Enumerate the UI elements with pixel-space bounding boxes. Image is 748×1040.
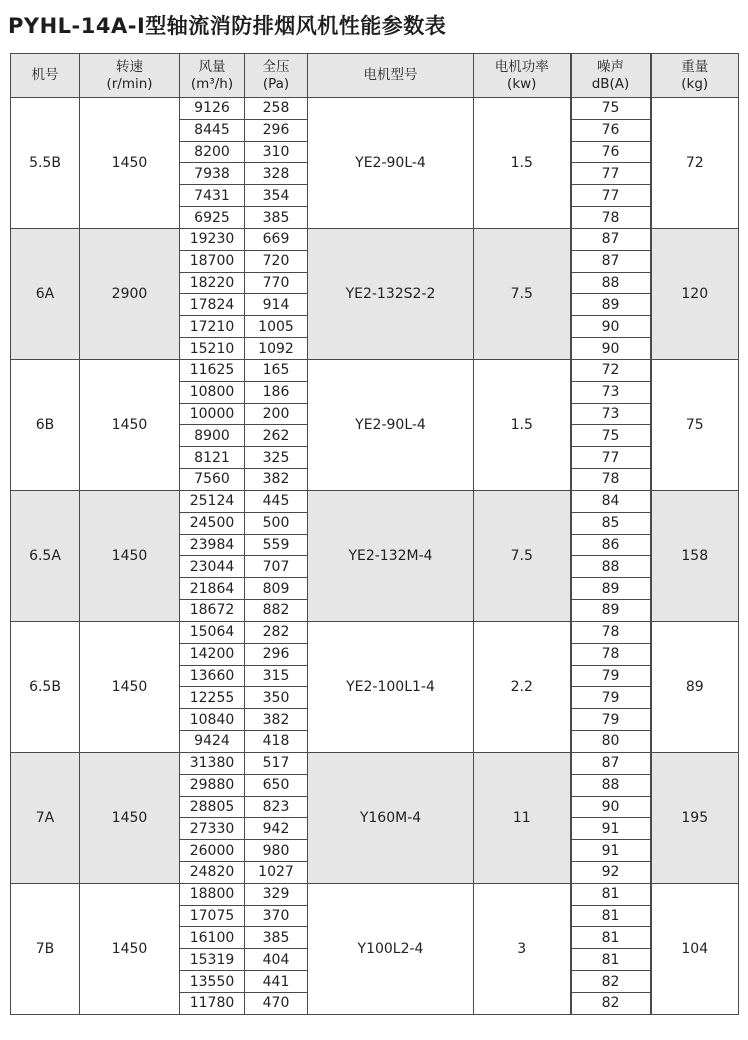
power-cell: 2.2: [474, 621, 571, 752]
weight-cell: 120: [651, 228, 739, 359]
airflow-cell: 24820: [180, 861, 245, 883]
airflow-cell: 7431: [180, 185, 245, 207]
airflow-cell: 10840: [180, 709, 245, 731]
noise-cell: 82: [571, 971, 651, 993]
airflow-cell: 8200: [180, 141, 245, 163]
airflow-cell: 8900: [180, 425, 245, 447]
noise-cell: 79: [571, 687, 651, 709]
airflow-cell: 15210: [180, 338, 245, 360]
airflow-cell: 11780: [180, 992, 245, 1014]
pressure-cell: 809: [245, 578, 308, 600]
airflow-cell: 10800: [180, 381, 245, 403]
noise-cell: 92: [571, 861, 651, 883]
airflow-cell: 23044: [180, 556, 245, 578]
pressure-cell: 441: [245, 971, 308, 993]
noise-cell: 76: [571, 141, 651, 163]
noise-cell: 90: [571, 338, 651, 360]
noise-cell: 84: [571, 490, 651, 512]
pressure-cell: 882: [245, 600, 308, 622]
header-row: [11, 54, 739, 98]
airflow-cell: 12255: [180, 687, 245, 709]
airflow-cell: 18700: [180, 250, 245, 272]
airflow-cell: 9424: [180, 731, 245, 753]
pressure-cell: 200: [245, 403, 308, 425]
noise-cell: 81: [571, 905, 651, 927]
noise-cell: 88: [571, 774, 651, 796]
model-cell: 6B: [11, 359, 80, 490]
noise-cell: 85: [571, 512, 651, 534]
speed-cell: 1450: [80, 621, 180, 752]
pressure-cell: 559: [245, 534, 308, 556]
model-cell: 5.5B: [11, 98, 80, 229]
pressure-cell: 980: [245, 840, 308, 862]
table-row: [11, 98, 739, 120]
speed-cell: 2900: [80, 228, 180, 359]
airflow-cell: 19230: [180, 228, 245, 250]
weight-cell: 195: [651, 752, 739, 883]
pressure-cell: 517: [245, 752, 308, 774]
airflow-cell: 6925: [180, 207, 245, 229]
noise-cell: 78: [571, 207, 651, 229]
pressure-cell: 404: [245, 949, 308, 971]
pressure-cell: 382: [245, 469, 308, 491]
airflow-cell: 17210: [180, 316, 245, 338]
table-body: [11, 98, 739, 1015]
airflow-cell: 25124: [180, 490, 245, 512]
noise-cell: 78: [571, 643, 651, 665]
airflow-cell: 27330: [180, 818, 245, 840]
pressure-cell: 823: [245, 796, 308, 818]
pressure-cell: 470: [245, 992, 308, 1014]
table-row: [11, 490, 739, 512]
noise-cell: 87: [571, 228, 651, 250]
weight-cell: 104: [651, 883, 739, 1014]
pressure-cell: 354: [245, 185, 308, 207]
pressure-cell: 186: [245, 381, 308, 403]
model-cell: 6.5A: [11, 490, 80, 621]
pressure-cell: 385: [245, 927, 308, 949]
pressure-cell: 382: [245, 709, 308, 731]
airflow-cell: 10000: [180, 403, 245, 425]
power-cell: 3: [474, 883, 571, 1014]
table-row: [11, 359, 739, 381]
noise-cell: 77: [571, 163, 651, 185]
noise-cell: 76: [571, 119, 651, 141]
motor-cell: Y100L2-4: [308, 883, 474, 1014]
power-cell: 1.5: [474, 359, 571, 490]
weight-cell: 72: [651, 98, 739, 229]
noise-cell: 86: [571, 534, 651, 556]
table-row: [11, 752, 739, 774]
pressure-cell: 329: [245, 883, 308, 905]
airflow-cell: 11625: [180, 359, 245, 381]
pressure-cell: 770: [245, 272, 308, 294]
header-power: 电机功率 (kw): [474, 54, 571, 98]
model-cell: 7A: [11, 752, 80, 883]
power-cell: 7.5: [474, 228, 571, 359]
noise-cell: 82: [571, 992, 651, 1014]
noise-cell: 75: [571, 98, 651, 120]
noise-cell: 91: [571, 818, 651, 840]
noise-cell: 78: [571, 469, 651, 491]
model-cell: 6.5B: [11, 621, 80, 752]
airflow-cell: 28805: [180, 796, 245, 818]
pressure-cell: 1092: [245, 338, 308, 360]
airflow-cell: 29880: [180, 774, 245, 796]
airflow-cell: 21864: [180, 578, 245, 600]
weight-cell: 158: [651, 490, 739, 621]
pressure-cell: 669: [245, 228, 308, 250]
noise-cell: 75: [571, 425, 651, 447]
noise-cell: 81: [571, 927, 651, 949]
pressure-cell: 296: [245, 643, 308, 665]
header-weight: 重量 (kg): [651, 54, 739, 98]
pressure-cell: 707: [245, 556, 308, 578]
pressure-cell: 650: [245, 774, 308, 796]
noise-cell: 77: [571, 447, 651, 469]
power-cell: 1.5: [474, 98, 571, 229]
header-noise: 噪声 dB(A): [571, 54, 651, 98]
speed-cell: 1450: [80, 883, 180, 1014]
model-cell: 7B: [11, 883, 80, 1014]
power-cell: 11: [474, 752, 571, 883]
pressure-cell: 445: [245, 490, 308, 512]
pressure-cell: 282: [245, 621, 308, 643]
pressure-cell: 1005: [245, 316, 308, 338]
noise-cell: 89: [571, 294, 651, 316]
airflow-cell: 7938: [180, 163, 245, 185]
pressure-cell: 500: [245, 512, 308, 534]
noise-cell: 81: [571, 883, 651, 905]
airflow-cell: 18672: [180, 600, 245, 622]
header-airflow: 风量 (m³/h): [180, 54, 245, 98]
noise-cell: 81: [571, 949, 651, 971]
noise-cell: 78: [571, 621, 651, 643]
pressure-cell: 914: [245, 294, 308, 316]
noise-cell: 87: [571, 752, 651, 774]
airflow-cell: 7560: [180, 469, 245, 491]
speed-cell: 1450: [80, 752, 180, 883]
airflow-cell: 17824: [180, 294, 245, 316]
pressure-cell: 385: [245, 207, 308, 229]
noise-cell: 79: [571, 665, 651, 687]
pressure-cell: 720: [245, 250, 308, 272]
table-row: [11, 621, 739, 643]
motor-cell: Y160M-4: [308, 752, 474, 883]
noise-cell: 73: [571, 381, 651, 403]
motor-cell: YE2-90L-4: [308, 98, 474, 229]
airflow-cell: 18800: [180, 883, 245, 905]
table-row: [11, 228, 739, 250]
table-row: [11, 883, 739, 905]
model-cell: 6A: [11, 228, 80, 359]
motor-cell: YE2-132M-4: [308, 490, 474, 621]
airflow-cell: 8445: [180, 119, 245, 141]
header-motor: 电机型号: [308, 54, 474, 98]
header-model: 机号: [11, 54, 80, 98]
noise-cell: 79: [571, 709, 651, 731]
fan-performance-table: [10, 53, 739, 1015]
noise-cell: 72: [571, 359, 651, 381]
airflow-cell: 15319: [180, 949, 245, 971]
pressure-cell: 262: [245, 425, 308, 447]
airflow-cell: 16100: [180, 927, 245, 949]
noise-cell: 88: [571, 272, 651, 294]
pressure-cell: 370: [245, 905, 308, 927]
airflow-cell: 13660: [180, 665, 245, 687]
pressure-cell: 165: [245, 359, 308, 381]
noise-cell: 89: [571, 600, 651, 622]
airflow-cell: 13550: [180, 971, 245, 993]
pressure-cell: 328: [245, 163, 308, 185]
speed-cell: 1450: [80, 490, 180, 621]
airflow-cell: 9126: [180, 98, 245, 120]
noise-cell: 87: [571, 250, 651, 272]
motor-cell: YE2-100L1-4: [308, 621, 474, 752]
pressure-cell: 418: [245, 731, 308, 753]
airflow-cell: 18220: [180, 272, 245, 294]
noise-cell: 89: [571, 578, 651, 600]
pressure-cell: 942: [245, 818, 308, 840]
speed-cell: 1450: [80, 98, 180, 229]
pressure-cell: 296: [245, 119, 308, 141]
noise-cell: 91: [571, 840, 651, 862]
header-speed: 转速 (r/min): [80, 54, 180, 98]
noise-cell: 73: [571, 403, 651, 425]
power-cell: 7.5: [474, 490, 571, 621]
noise-cell: 90: [571, 796, 651, 818]
pressure-cell: 325: [245, 447, 308, 469]
pressure-cell: 350: [245, 687, 308, 709]
pressure-cell: 310: [245, 141, 308, 163]
pressure-cell: 258: [245, 98, 308, 120]
noise-cell: 88: [571, 556, 651, 578]
page-title: PYHL-14A-I型轴流消防排烟风机性能参数表: [8, 14, 447, 38]
airflow-cell: 17075: [180, 905, 245, 927]
airflow-cell: 23984: [180, 534, 245, 556]
weight-cell: 89: [651, 621, 739, 752]
airflow-cell: 8121: [180, 447, 245, 469]
airflow-cell: 24500: [180, 512, 245, 534]
airflow-cell: 15064: [180, 621, 245, 643]
pressure-cell: 315: [245, 665, 308, 687]
motor-cell: YE2-90L-4: [308, 359, 474, 490]
pressure-cell: 1027: [245, 861, 308, 883]
noise-cell: 80: [571, 731, 651, 753]
weight-cell: 75: [651, 359, 739, 490]
airflow-cell: 26000: [180, 840, 245, 862]
header-pressure: 全压 (Pa): [245, 54, 308, 98]
motor-cell: YE2-132S2-2: [308, 228, 474, 359]
noise-cell: 90: [571, 316, 651, 338]
airflow-cell: 31380: [180, 752, 245, 774]
speed-cell: 1450: [80, 359, 180, 490]
noise-cell: 77: [571, 185, 651, 207]
airflow-cell: 14200: [180, 643, 245, 665]
